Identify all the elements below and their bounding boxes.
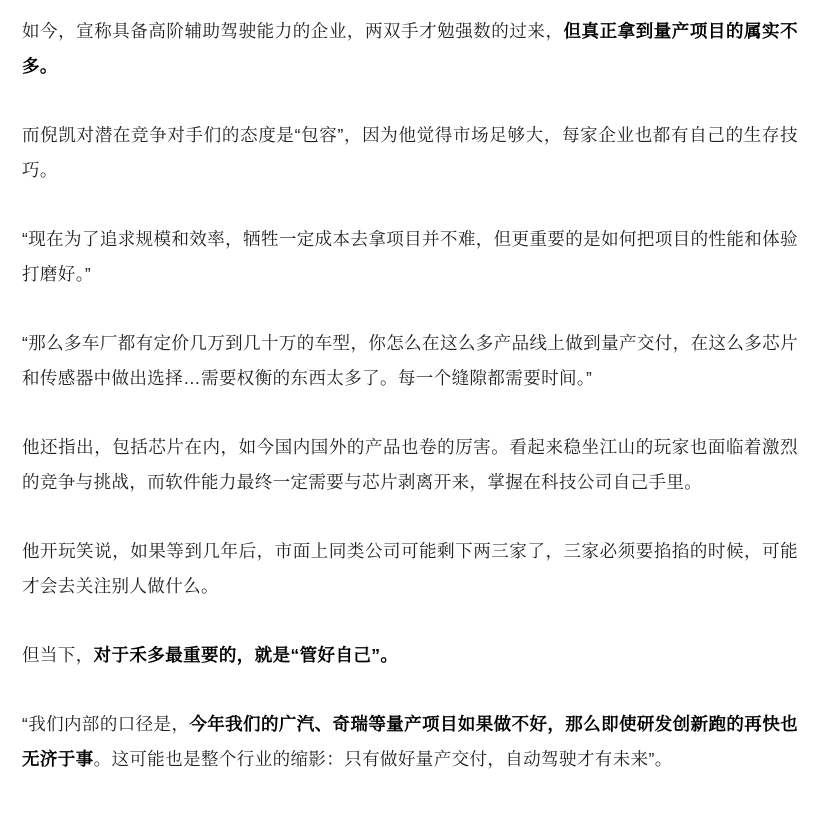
body-text: “现在为了追求规模和效率，牺牲一定成本去拿项目并不难，但更重要的是如何把项目的性能和体验打磨好。” — [22, 229, 798, 284]
body-text: “我们内部的口径是， — [22, 714, 190, 734]
paragraph — [22, 14, 798, 84]
body-text: 他开玩笑说，如果等到几年后，市面上同类公司可能剩下两三家了，三家必须要掐掐的时候，可能才会去关注别人做什么。 — [22, 541, 798, 596]
body-text: 而倪凯对潜在竞争对手们的态度是“包容”，因为他觉得市场足够大，每家企业也都有自己的生存技巧。 — [22, 125, 798, 180]
emphasis-text: 但真正拿到量产项目的属实不多。 — [22, 21, 798, 76]
body-text: 如今，宣称具备高阶辅助驾驶能力的企业，两双手才勉强数的过来， — [22, 21, 564, 41]
paragraph — [22, 118, 798, 188]
emphasis-text: 对于禾多最重要的，就是“管好自己”。 — [93, 645, 399, 665]
paragraph — [22, 534, 798, 604]
emphasis-text: 今年我们的广汽、奇瑞等量产项目如果做不好，那么即使研发创新跑的再快也无济于事 — [22, 714, 798, 769]
paragraph — [22, 638, 798, 673]
paragraph — [22, 326, 798, 396]
body-text: 他还指出，包括芯片在内，如今国内国外的产品也卷的厉害。看起来稳坐江山的玩家也面临着激烈的竞争与挑战，而软件能力最终一定需要与芯片剥离开来，掌握在科技公司自己手里。 — [22, 437, 798, 492]
paragraph — [22, 707, 798, 777]
body-text: “那么多车厂都有定价几万到几十万的车型，你怎么在这么多产品线上做到量产交付，在这么多芯片和传感器中做出选择…需要权衡的东西太多了。每一个缝隙都需要时间。” — [22, 333, 798, 388]
paragraph — [22, 430, 798, 500]
body-text: 。这可能也是整个行业的缩影：只有做好量产交付，自动驾驶才有未来”。 — [93, 749, 673, 769]
body-text: 但当下， — [22, 645, 94, 665]
paragraph — [22, 222, 798, 292]
